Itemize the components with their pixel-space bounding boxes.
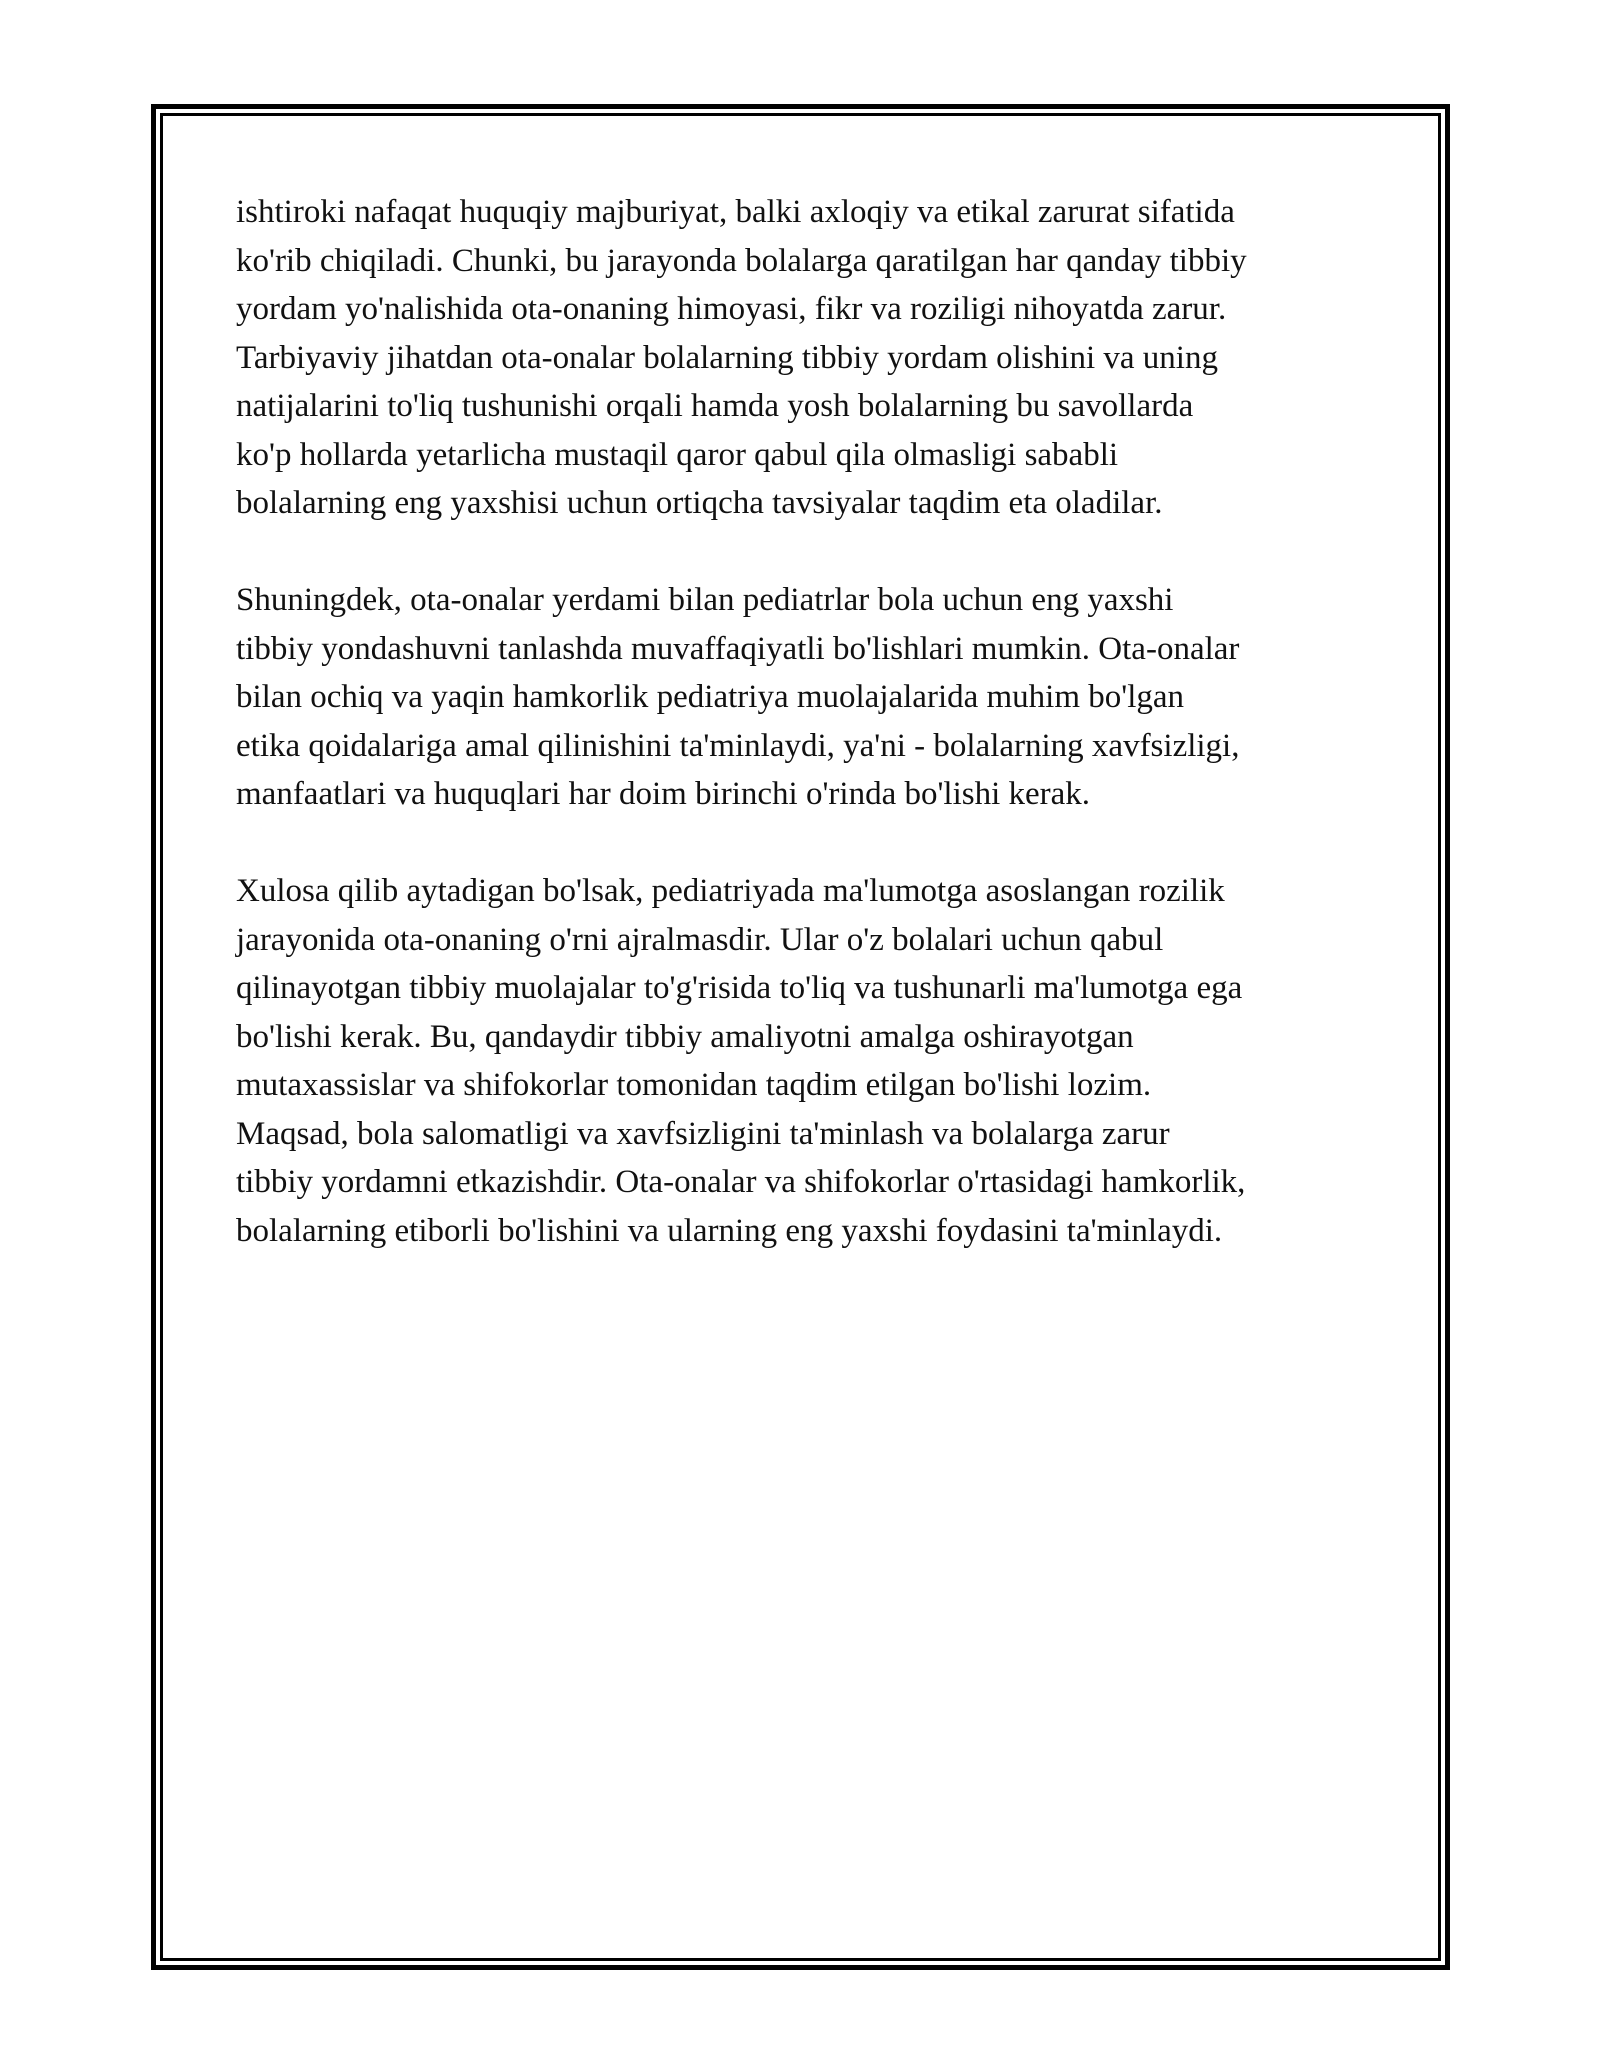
paragraph-2: Shuningdek, ota-onalar yerdami bilan pediatrlar bola uchun eng yaxshi tibbiy yondashuvni tanlashda muvaffaqiyatli bo'lishlari mumkin. Ota-onalar bilan ochiq va yaqin hamkorlik pediatriya muolajalarida muhim bo'lgan etika qoidalariga amal qilinishini ta'minlaydi, ya'ni - bolalarning xavfsizligi, manfaatlari va huquqlari har doim birinchi o'rinda bo'lishi kerak. xyxy=(236,582,1240,812)
document-body xyxy=(236,188,1376,1304)
paragraph-1: ishtiroki nafaqat huquqiy majburiyat, balki axloqiy va etikal zarurat sifatida ko'rib chiqiladi. Chunki, bu jarayonda bolalarga qaratilgan har qanday tibbiy yordam yo'nalishida ota-onaning himoyasi, fikr va roziligi nihoyatda zarur. Tarbiyaviy jihatdan ota-onalar bolalarning tibbiy yordam olishini va uning natijalarini to'liq tushunishi orqali hamda yosh bolalarning bu savollarda ko'p hollarda yetarlicha mustaqil qaror qabul qila olmasligi sababli bolalarning eng yaxshisi uchun ortiqcha tavsiyalar taqdim eta oladilar. xyxy=(236,194,1247,521)
paragraph-3: Xulosa qilib aytadigan bo'lsak, pediatriyada ma'lumotga asoslangan rozilik jarayonida ota-onaning o'rni ajralmasdir. Ular o'z bolalari uchun qabul qilinayotgan tibbiy muolajalar to'g'risida to'liq va tushunarli ma'lumotga ega bo'lishi kerak. Bu, qandaydir tibbiy amaliyotni amalga oshirayotgan mutaxassislar va shifokorlar tomonidan taqdim etilgan bo'lishi lozim. Maqsad, bola salomatligi va xavfsizligini ta'minlash va bolalarga zarur tibbiy yordamni etkazishdir. Ota-onalar va shifokorlar o'rtasidagi hamkorlik, bolalarning etiborli bo'lishini va ularning eng yaxshi foydasini ta'minlaydi. xyxy=(236,873,1246,1249)
